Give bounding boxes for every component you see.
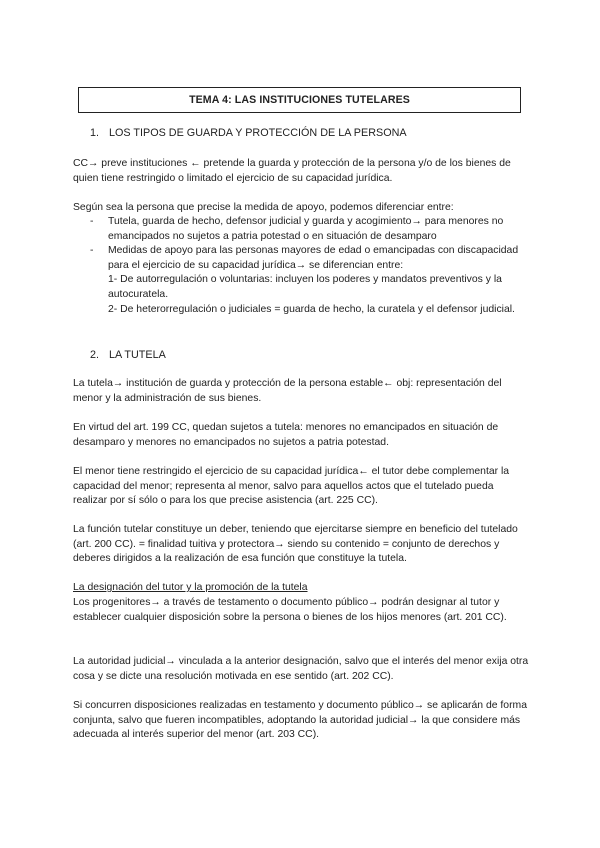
section-2-heading <box>90 348 166 363</box>
paragraph-3: La tutela→ institución de guarda y protección de la persona estable← obj: representación del menor y la administración de sus bienes. <box>73 378 502 404</box>
list-item-text: Medidas de apoyo para las personas mayores de edad o emancipadas con discapacidad para el ejercicio de su capacidad jurídica→ se diferencian entre: <box>108 245 519 271</box>
paragraph-1: CC→ preve instituciones ← pretende la guarda y protección de la persona y/o de los bienes de quien tiene restringido o limitado el ejercicio de su capacidad jurídica. <box>73 158 511 184</box>
document-title-box <box>78 87 521 113</box>
paragraph-4: En virtud del art. 199 CC, quedan sujetos a tutela: menores no emancipados en situación de desamparo y menores no emancipados no sujetos a patria potestad. <box>73 422 499 448</box>
paragraph-9: Si concurren disposiciones realizadas en testamento y documento público→ se aplicarán de forma conjunta, salvo que fueren incompatibles, adoptando la autoridad judicial→ la que considere más adecuada al interés superior del menor (art. 203 CC). <box>73 700 527 741</box>
paragraph-5: El menor tiene restringido el ejercicio de su capacidad jurídica← el tutor debe complementar la capacidad del menor; representa al menor, salvo para aquellos actos que el tutelado pueda realizar por sí sólo o para los que precise asistencia (art. 225 CC). <box>73 466 510 507</box>
section-2-number: 2. <box>90 349 100 361</box>
list-dash: - <box>90 216 94 227</box>
paragraph-6: La función tutelar constituye un deber, teniendo que ejercitarse siempre en beneficio del tutelado (art. 200 CC). = finalidad tuitiva y protectora→ siendo su contenido = conjunto de derechos y deberes dirigidos a la realización de esa función que constituye la tutela. <box>73 524 518 565</box>
section-1-title: LOS TIPOS DE GUARDA Y PROTECCIÓN DE LA PERSONA <box>109 127 407 139</box>
section-1-heading <box>90 126 407 141</box>
subheading-designation: La designación del tutor y la promoción de la tutela <box>73 582 308 593</box>
section-1-number: 1. <box>90 127 100 139</box>
support-measures-list <box>90 215 530 317</box>
list-item <box>90 215 530 244</box>
list-dash: - <box>90 245 94 257</box>
paragraph-2: Según sea la persona que precise la medida de apoyo, podemos diferenciar entre: <box>73 202 454 213</box>
list-subitem-2: 2- De heterorregulación o judiciales = guarda de hecho, la curatela y el defensor judicial. <box>108 303 515 315</box>
list-item-text: Tutela, guarda de hecho, defensor judicial y guarda y acogimiento→ para menores no emancipados no sujetos a patria potestad o en situación de desamparo <box>108 216 504 242</box>
list-subitem-1: 1- De autorregulación o voluntarias: incluyen los poderes y mandatos preventivos y la autocuratela. <box>108 274 502 300</box>
paragraph-7: Los progenitores→ a través de testamento o documento público→ podrán designar al tutor y establecer cualquier disposición sobre la persona o bienes de los hijos menores (art. 201 CC). <box>73 597 507 623</box>
section-2-title: LA TUTELA <box>109 349 166 361</box>
paragraph-8: La autoridad judicial→ vinculada a la anterior designación, salvo que el interés del menor exija otra cosa y se dicte una resolución motivada en ese sentido (art. 202 CC). <box>73 656 529 682</box>
list-item <box>90 244 530 317</box>
document-title: TEMA 4: LAS INSTITUCIONES TUTELARES <box>189 93 410 106</box>
